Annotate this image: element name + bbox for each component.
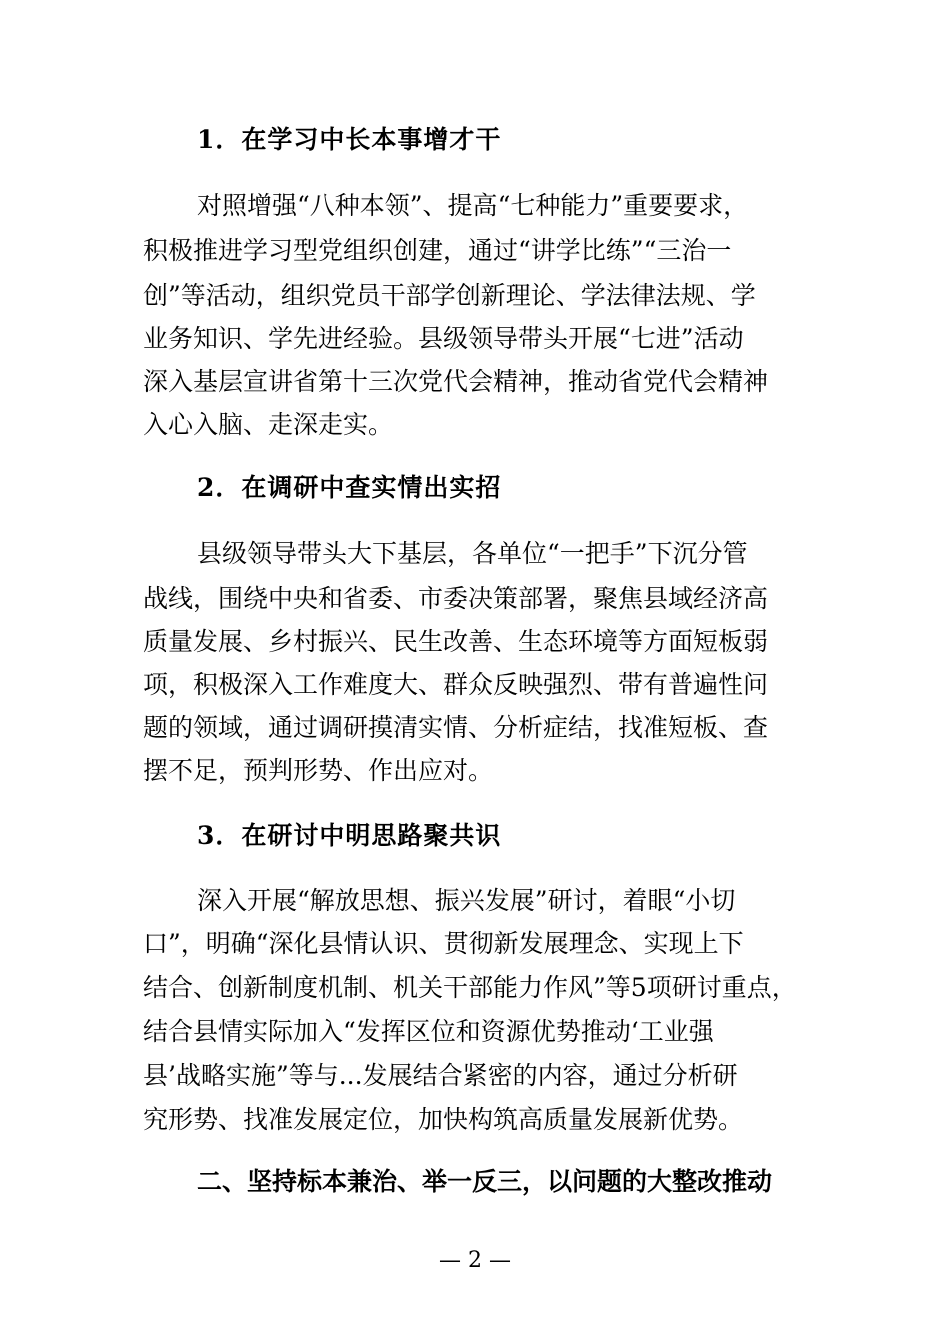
paragraph-line: 入心入脑、走深走实。	[143, 410, 394, 439]
subsection-heading-2: 2．在调研中查实情出实招	[197, 473, 502, 502]
paragraph-line: 战线，围绕中央和省委、市委决策部署，聚焦县域经济高	[143, 584, 769, 613]
page-number: — 2 —	[439, 1248, 511, 1273]
paragraph-line: 创”等活动，组织党员干部学创新理论、学法律法规、学	[143, 281, 756, 310]
paragraph-line: 积极推进学习型党组织创建，通过“讲学比练”“三治一	[143, 236, 732, 265]
paragraph-line: 结合、创新制度机制、机关干部能力作风”等5项研讨重点，	[143, 973, 797, 1002]
paragraph-line: 结合县情实际加入“发挥区位和资源优势推动‘工业强	[143, 1017, 714, 1046]
paragraph-line: 摆不足，预判形势、作出应对。	[143, 756, 494, 785]
paragraph-line: 题的领域，通过调研摸清实情、分析症结，找准短板、查	[143, 713, 769, 742]
section-heading: 二、坚持标本兼治、举一反三，以问题的大整改推动	[197, 1167, 773, 1196]
paragraph-line: 质量发展、乡村振兴、民生改善、生态环境等方面短板弱	[143, 627, 769, 656]
paragraph-line: 究形势、找准发展定位，加快构筑高质量发展新优势。	[143, 1105, 744, 1134]
subsection-heading-1: 1．在学习中长本事增才干	[197, 125, 502, 154]
paragraph-line: 县’战略实施”等与...发展结合紧密的内容，通过分析研	[143, 1061, 738, 1090]
paragraph-line: 县级领导带头大下基层，各单位“一把手”下沉分管	[197, 539, 748, 568]
subsection-heading-3: 3．在研讨中明思路聚共识	[197, 821, 502, 850]
paragraph-line: 深入开展“解放思想、振兴发展”研讨，着眼“小切	[197, 886, 736, 915]
paragraph-line: 业务知识、学先进经验。县级领导带头开展“七进”活动	[143, 324, 744, 353]
paragraph-line: 口”，明确“深化县情认识、贯彻新发展理念、实现上下	[143, 929, 744, 958]
paragraph-line: 项，积极深入工作难度大、群众反映强烈、带有普遍性问	[143, 670, 769, 699]
paragraph-line: 对照增强“八种本领”、提高“七种能力”重要要求，	[197, 191, 749, 220]
paragraph-line: 深入基层宣讲省第十三次党代会精神，推动省党代会精神	[143, 367, 769, 396]
